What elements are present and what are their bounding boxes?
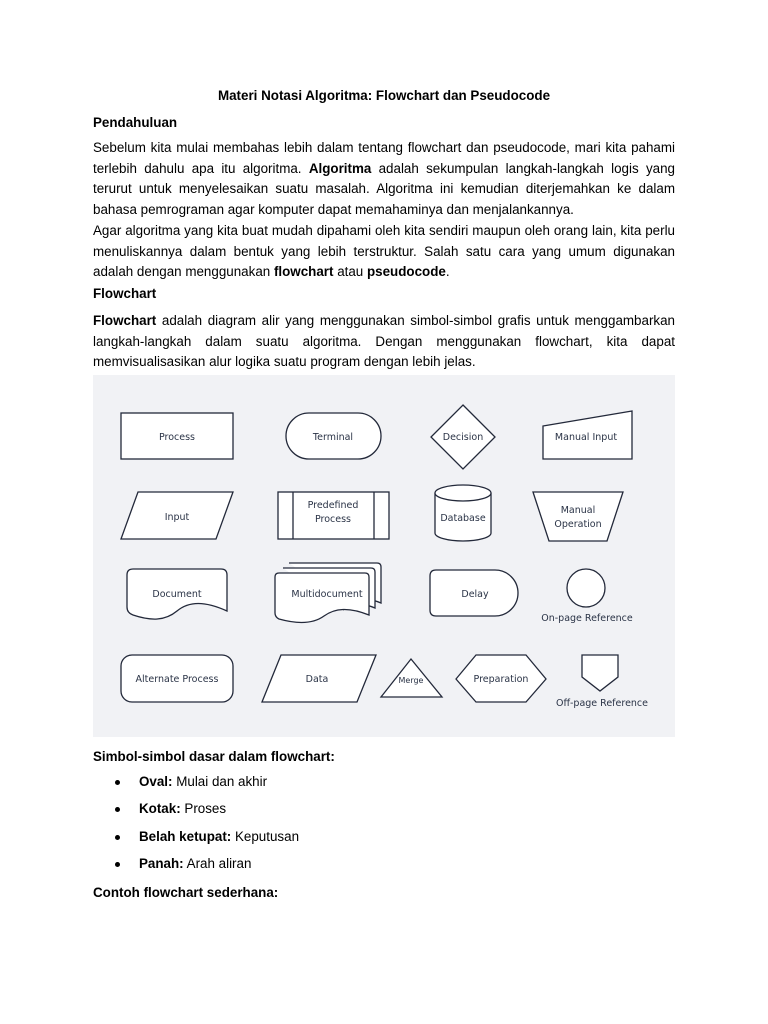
bullet-oval <box>93 774 299 801</box>
heading-contoh-flowchart: Contoh flowchart sederhana: <box>93 885 279 900</box>
data-label: Data <box>305 674 329 685</box>
bullet-dot-icon <box>115 780 120 785</box>
offpage-label: Off-page Reference <box>555 698 649 709</box>
symbol-merge <box>381 659 442 697</box>
intro-1-text-b: adalah sekumpulan langkah-langkah logis yang terurut untuk menyelesaikan suatu masalah. Algoritma ini kemudian diterjemahkan ke dalam bahasa pemrograman agar komputer dapat memahaminya dan menjalankannya. <box>93 160 675 217</box>
intro-1-text-a: Sebelum kita mulai membahas lebih dalam tentang flowchart dan pseudocode, mari kita pahami terlebih dahulu apa itu algoritma. <box>93 140 675 176</box>
symbol-multidocument <box>275 563 381 622</box>
bullet-belah-ketupat <box>93 829 299 856</box>
heading-flowchart: Flowchart <box>93 286 157 301</box>
flowchart-text: adalah diagram alir yang menggunakan simbol-simbol grafis untuk menggambarkan langkah-langkah dalam suatu algoritma. Dengan menggunakan flowchart, kita dapat memvisualisasikan alur logika suatu program dengan lebih jelas. <box>93 313 675 369</box>
bullet-desc: Mulai dan akhir <box>172 774 268 789</box>
intro-1-bold-algoritma: Algoritma <box>308 160 372 176</box>
terminal-label: Terminal <box>312 432 354 443</box>
bullet-panah <box>93 856 299 883</box>
intro-2-text-a: Agar algoritma yang kita buat mudah dipahami oleh kita sendiri maupun oleh orang lain, kita perlu menuliskannya dalam bentuk yang lebih terstruktur. Salah satu cara yang umum digunakan adalah dengan menggunakan <box>93 223 675 279</box>
manual-operation-label-2: Operation <box>554 519 602 530</box>
flowchart-symbols-svg <box>93 375 675 737</box>
bullet-dot-icon <box>115 862 120 867</box>
process-label: Process <box>158 432 196 443</box>
bullet-kotak <box>93 801 299 828</box>
intro-2-bold-pseudocode: pseudocode <box>366 264 446 279</box>
symbol-process <box>121 413 233 459</box>
symbol-alternate-process <box>121 655 233 702</box>
manual-operation-label-1: Manual <box>560 505 596 516</box>
intro-2-bold-flowchart: flowchart <box>273 264 334 279</box>
symbol-database <box>435 485 491 541</box>
symbol-offpage-reference <box>556 655 648 709</box>
paragraph-intro-1 <box>93 138 675 220</box>
bullet-desc: Arah aliran <box>183 855 252 871</box>
onpage-label: On-page Reference <box>541 613 633 624</box>
predefined-label-1: Predefined <box>307 500 359 511</box>
bullet-dot-icon <box>115 807 120 812</box>
preparation-label: Preparation <box>473 674 529 685</box>
symbol-manual-input <box>543 411 632 459</box>
paragraph-intro-2 <box>93 221 675 283</box>
symbol-onpage-reference <box>541 569 633 624</box>
multidocument-label: Multidocument <box>291 589 363 600</box>
predefined-label-2: Process <box>314 514 352 525</box>
symbol-predefined-process <box>278 492 389 539</box>
onpage-circle <box>567 569 605 607</box>
symbol-manual-operation <box>533 492 623 541</box>
symbol-document <box>127 569 227 619</box>
document-label: Document <box>152 589 202 600</box>
intro-2-text-end: . <box>445 264 450 279</box>
input-label: Input <box>164 512 190 523</box>
flowchart-symbols-figure <box>93 375 675 737</box>
symbol-data <box>262 655 376 702</box>
merge-label: Merge <box>398 676 424 685</box>
database-label: Database <box>440 513 486 524</box>
bullet-term: Kotak: <box>139 801 181 817</box>
database-top <box>435 485 491 501</box>
symbol-bullet-list <box>93 774 299 883</box>
bullet-term: Panah: <box>139 855 184 871</box>
heading-pendahuluan: Pendahuluan <box>93 115 178 130</box>
bullet-desc: Keputusan <box>231 828 300 844</box>
bullet-term: Oval: <box>139 774 173 789</box>
bullet-dot-icon <box>115 835 120 840</box>
symbol-preparation <box>456 655 546 702</box>
heading-simbol-dasar: Simbol-simbol dasar dalam flowchart: <box>93 749 335 764</box>
symbol-delay <box>430 570 518 616</box>
offpage-shape <box>582 655 618 691</box>
symbol-input <box>121 492 233 539</box>
symbol-terminal <box>286 413 381 459</box>
paragraph-flowchart <box>93 311 675 373</box>
decision-label: Decision <box>442 432 484 443</box>
symbol-decision <box>431 405 495 469</box>
bullet-term: Belah ketupat: <box>139 828 232 844</box>
alternate-label: Alternate Process <box>135 674 219 685</box>
bullet-desc: Proses <box>180 801 227 817</box>
flowchart-bold-term: Flowchart <box>93 313 157 328</box>
manual-operation-shape <box>533 492 623 541</box>
intro-2-text-mid: atau <box>333 264 367 279</box>
manual-input-label: Manual Input <box>554 432 618 443</box>
delay-label: Delay <box>461 589 489 600</box>
document-title: Materi Notasi Algoritma: Flowchart dan Pseudocode <box>217 88 551 103</box>
